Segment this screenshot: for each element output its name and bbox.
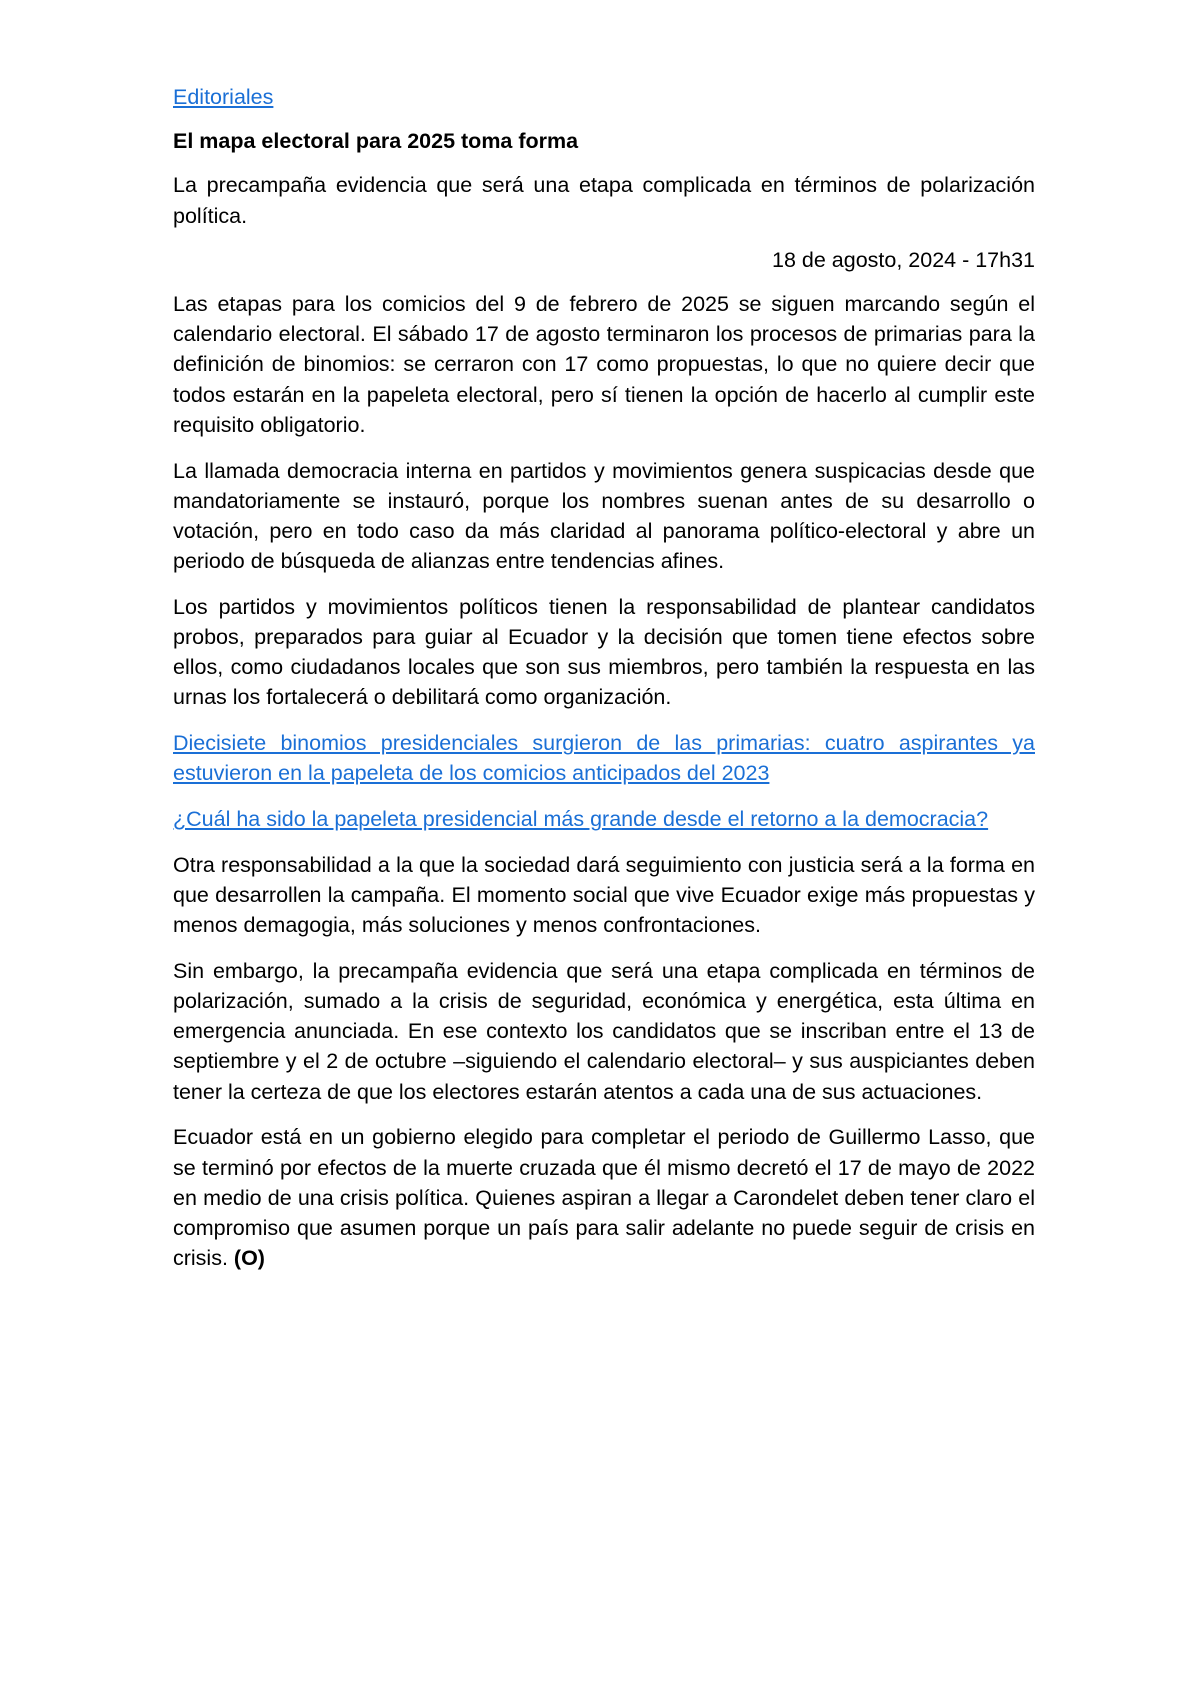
article-dateline: 18 de agosto, 2024 - 17h31	[772, 247, 1035, 272]
editorial-document	[173, 82, 1035, 1289]
final-paragraph-text: Ecuador está en un gobierno elegido para completar el periodo de Guillermo Lasso, que se terminó por efectos de la muerte cruzada que él mismo decretó el 17 de mayo de 2022 en medio de una crisis política. Quienes aspiran a llegar a Carondelet deben tener claro el compromiso que asumen porque un país para salir adelante no puede seguir de crisis en crisis.	[173, 1125, 1035, 1271]
section-link-editoriales[interactable]: Editoriales	[173, 85, 274, 109]
body-paragraph-4: Otra responsabilidad a la que la sociedad dará seguimiento con justicia será a la forma en que desarrollen la campaña. El momento social que vive Ecuador exige más propuestas y menos demagogia, más soluciones y menos confrontaciones.	[173, 852, 1035, 938]
body-paragraph-1: Las etapas para los comicios del 9 de febrero de 2025 se siguen marcando según el calendario electoral. El sábado 17 de agosto terminaron los procesos de primarias para la definición de binomios: se cerraron con 17 como propuestas, lo que no quiere decir que todos estarán en la papeleta electoral, pero sí tienen la opción de hacerlo al cumplir este requisito obligatorio.	[173, 292, 1035, 437]
article-headline: El mapa electoral para 2025 toma forma	[173, 129, 579, 154]
related-link-papeleta[interactable]: ¿Cuál ha sido la papeleta presidencial más grande desde el retorno a la democracia?	[173, 807, 989, 832]
body-paragraph-final	[173, 1122, 1035, 1273]
body-paragraph-3: Los partidos y movimientos políticos tienen la responsabilidad de plantear candidatos probos, preparados para guiar al Ecuador y la decisión que tomen tiene efectos sobre ellos, como ciudadanos locales que son sus miembros, pero también la respuesta en las urnas los fortalecerá o debilitará como organización.	[173, 594, 1035, 710]
related-link-binomios[interactable]: Diecisiete binomios presidenciales surgieron de las primarias: cuatro aspirantes ya estuvieron en la papeleta de los comicios anticipados del 2023	[173, 731, 1035, 786]
body-paragraph-2: La llamada democracia interna en partidos y movimientos genera suspicacias desde que mandatoriamente se instauró, porque los nombres suenan antes de su desarrollo o votación, pero en todo caso da más claridad al panorama político-electoral y abre un periodo de búsqueda de alianzas entre tendencias afines.	[173, 458, 1035, 574]
editorial-signature: (O)	[233, 1246, 265, 1271]
body-paragraph-5: Sin embargo, la precampaña evidencia que será una etapa complicada en términos de polarización, sumado a la crisis de seguridad, económica y energética, esta última en emergencia anunciada. En ese contexto los candidatos que se inscriban entre el 13 de septiembre y el 2 de octubre –siguiendo el calendario electoral– y sus auspiciantes deben tener la certeza de que los electores estarán atentos a cada una de sus actuaciones.	[173, 958, 1035, 1104]
article-subtitle: La precampaña evidencia que será una etapa complicada en términos de polarización política.	[173, 173, 1035, 228]
